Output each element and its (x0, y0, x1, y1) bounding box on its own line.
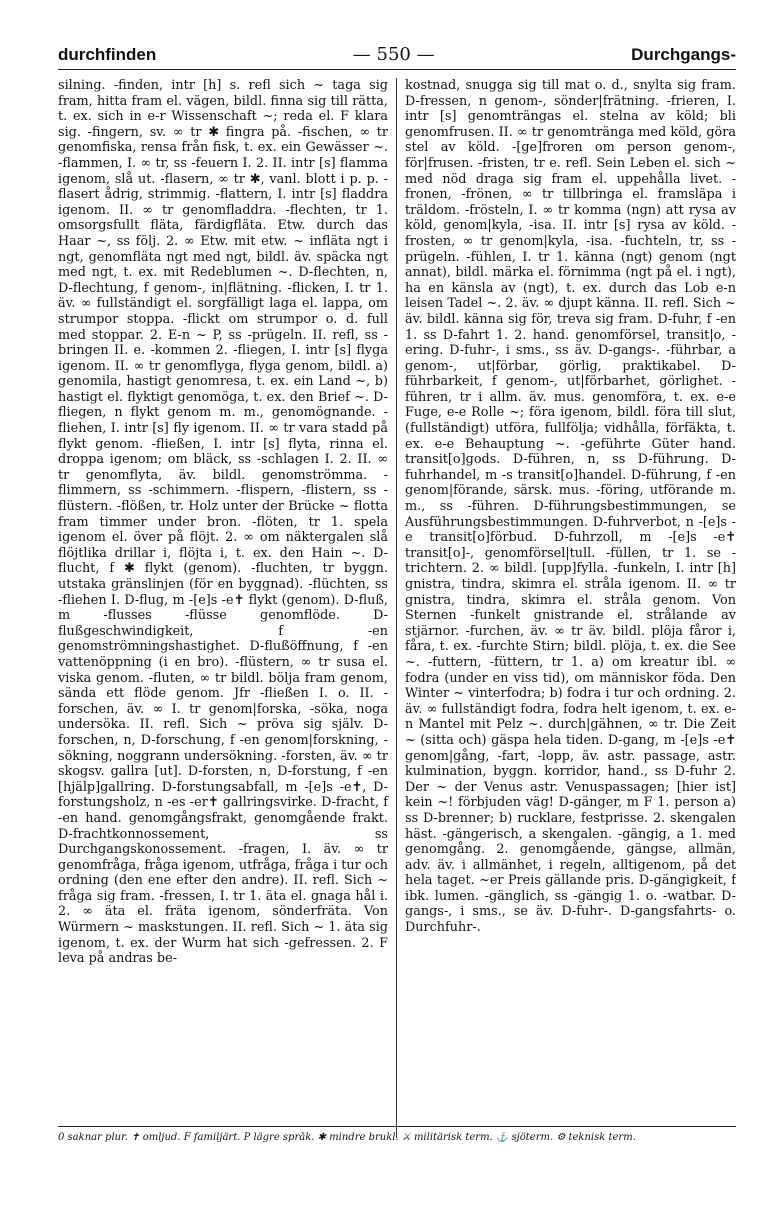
right-running-head: Durchgangs- (631, 45, 736, 64)
two-column-body (58, 78, 736, 1138)
right-column (397, 78, 736, 1138)
footer-divider (58, 1126, 736, 1127)
left-column (58, 78, 397, 1138)
page-number: — 550 — (352, 44, 435, 65)
right-column-text: kostnad, snugga sig till mat o. d., snylta sig fram. D-fressen, n genom-, sönder|frätning. -frieren, I. intr [s] genomträngas el. stelna av köld; bli genomfrusen. II. ∞ tr genomtränga med köld, göra stel av köld. -[ge]froren om person genom-, för|frusen. -fristen, tr e. refl. Sein Leben el. sich ~ med nöd draga sig fram el. uppehålla livet. -fronen, -frönen, ∞ tr tillbringa el. framsläpa i träldom. -frösteln, I. ∞ tr komma (ngn) att rysa av köld, genom|kyla, -isa. II. intr [s] rysa av köld. -frosten, ∞ tr genom|kyla, -isa. -fuchteln, tr, ss -prügeln. -fühlen, I. tr 1. känna (ngt) genom (ngt annat), bildl. märka el. förnimma (ngt på el. i ngt), ha en känsla av (ngt), t. ex. durch das Lob e-n leisen Tadel ~. 2. äv. ∞ djupt känna. II. refl. Sich ~ äv. bildl. känna sig för, treva sig fram. D-fuhr, f -en 1. ss D-fahrt 1. 2. hand. genomförsel, transit|o, -ering. D-fuhr-, i sms., ss äv. D-gangs-. -führbar, a genom-, ut|förbar, görlig, praktikabel. D-führbarkeit, f genom-, ut|förbarhet, görlighet. -führen, tr i allm. äv. mus. genomföra, t. ex. e-e Fuge, e-e Rolle ~; föra igenom, bildl. föra till slut, (fullständigt) utföra, fullfölja; vidhålla, förfäkta, t. ex. e-e Behauptung ~. -geführte Güter hand. transit[o]gods. D-führen, n, ss D-führung. D-fuhrhandel, m -s transit[o]handel. D-führung, f -en genom|förande, särsk. mus. -föring, utförande m. m., ss -führen. D-führungsbestimmungen, se Ausführungsbestimmungen. D-fuhrverbot, n -[e]s -e transit[o]förbud. D-fuhrzoll, m -[e]s -e✝ transit[o]-, genomförsel|tull. -füllen, tr 1. se -trichtern. 2. ∞ bildl. [upp]fylla. -funkeln, I. intr [h] gnistra, tindra, skimra el. stråla igenom. II. ∞ tr gnistra, tindra, skimra el. stråla genom. Von Sternen -funkelt gnistrande el. strålande av stjärnor. -furchen, äv. ∞ tr äv. bildl. plöja fåror i, fåra, t. ex. -furchte Stirn; bildl. plöja, t. ex. die See ~. -futtern, -füttern, tr 1. a) om kreatur ibl. ∞ fodra (under en viss tid), om människor föda. Den Winter ~ vinterfodra; b) fodra i tur och ordning. 2. äv. ∞ fullständigt fodra, fodra helt igenom, t. ex. e-n Mantel mit Pelz ~. durch|gähnen, ∞ tr. Die Zeit ~ (sitta och) gäspa hela tiden. D-gang, m -[e]s -e✝ genom|gång, -fart, -lopp, äv. astr. passage, astr. kulmination, byggn. korridor, hand., ss D-fuhr 2. Der ~ der Venus astr. Venuspassagen; [hier ist] kein ~! förbjuden väg! D-gänger, m F 1. person a) ss D-brenner; b) rucklare, festprisse. 2. skengalen häst. -gängerisch, a skengalen. -gängig, a 1. med genomgång. 2. genomgående, gängse, allmän, adv. äv. i allmänhet, i regeln, alltigenom, på det hela taget. ~er Preis gällande pris. D-gängigkeit, f ibk. lumen. -gänglich, ss -gängig 1. o. -watbar. D-gangs-, i sms., se äv. D-fuhr-. D-gangsfahrts- o. Durchfuhr-. (405, 78, 736, 936)
page-header (58, 44, 736, 70)
left-column-text: silning. -finden, intr [h] s. refl sich ~ taga sig fram, hitta fram el. vägen, bildl. finna sig till rätta, t. ex. sich in e-r Wissenschaft ~; reda el. F klara sig. -fingern, sv. ∞ tr ✱ fingra på. -fischen, ∞ tr genomfiska, rensa från fisk, t. ex. ein Gewässer ~. -flammen, I. ∞ tr, ss -feuern I. 2. II. intr [s] flamma igenom, slå ut. -flasern, ∞ tr ✱, vanl. blott i p. p. -flasert ådrig, strimmig. -flattern, I. intr [s] fladdra igenom. II. ∞ tr genomfladdra. -flechten, tr 1. omsorgsfullt fläta, färdigfläta. Etw. durch das Haar ~, ss följ. 2. ∞ Etw. mit etw. ~ infläta ngt i ngt, genomfläta ngt med ngt, bildl. äv. späcka ngt med ngt, t. ex. mit Redeblumen ~. D-flechten, n, D-flechtung, f genom-, in|flätning. -flicken, I. tr 1. äv. ∞ fullständigt el. sorgfälligt laga el. lappa, om strumpor stoppa. -flickt om strumpor o. d. full med stoppar. 2. E-n ~ P, ss -prügeln. II. refl, ss -bringen II. e. -kommen 2. -fliegen, I. intr [s] flyga igenom. II. ∞ tr genomflyga, flyga genom, bildl. a) genomila, hastigt genomresa, t. ex. ein Land ~, b) hastigt el. flyktigt genomöga, t. ex. den Brief ~. D-fliegen, n flykt genom m. m., genomögnande. -fliehen, I. intr [s] fly igenom. II. ∞ tr vara stadd på flykt genom. -fließen, I. intr [s] flyta, rinna el. droppa igenom; om bläck, ss -schlagen I. 2. II. ∞ tr genomflyta, äv. bildl. genomströmma. -flimmern, ss -schimmern. -flispern, -flistern, ss -flüstern. -flößen, tr. Holz unter der Brücke ~ flotta fram timmer under bron. -flöten, tr 1. spela igenom el. över på flöjt. 2. ∞ om näktergalen slå flöjtlika drillar i, flöjta i, t. ex. den Hain ~. D-flucht, f ✱ flykt (genom). -fluchten, tr byggn. utstaka gränslinjen (för en byggnad). -flüchten, ss -fliehen I. D-flug, m -[e]s -e✝ flykt (genom). D-fluß, m -flusses -flüsse genomflöde. D-flußgeschwindigkeit, f -en genomströmningshastighet. D-flußöffnung, f -en vattenöppning (i en bro). -flüstern, ∞ tr susa el. viska genom. -fluten, ∞ tr bildl. bölja fram genom, sända ett flöde genom. Jfr -fließen I. o. II. -forschen, äv. ∞ I. tr genom|forska, -söka, noga undersöka. II. refl. Sich ~ pröva sig själv. D-forschen, n, D-forschung, f -en genom|forskning, -sökning, noggrann undersökning. -forsten, äv. ∞ tr skogsv. gallra [ut]. D-forsten, n, D-forstung, f -en [hjälp]gallring. D-forstungsabfall, m -[e]s -e✝, D-forstungsholz, n -es -er✝ gallringsvirke. D-fracht, f -en hand. genomgångsfrakt, genomgående frakt. D-frachtkonnossement, ss Durchgangskonossement. -fragen, I. äv. ∞ tr genomfråga, fråga igenom, utfråga, fråga i tur och ordning (den ene efter den andre). II. refl. Sich ~ fråga sig fram. -fressen, I. tr 1. äta el. gnaga hål i. 2. ∞ äta el. fräta igenom, sönderfräta. Von Würmern ~ maskstungen. II. refl. Sich ~ 1. äta sig igenom, t. ex. der Wurm hat sich -gefressen. 2. F leva på andras be- (58, 78, 388, 967)
left-running-head: durchfinden (58, 45, 157, 64)
abbreviation-legend: 0 saknar plur. ✝ omljud. F familjärt. P lägre språk. ✱ mindre brukl. ⚔ militärisk term. ⚓ sjöterm. ⚙ teknisk term. (58, 1132, 636, 1143)
